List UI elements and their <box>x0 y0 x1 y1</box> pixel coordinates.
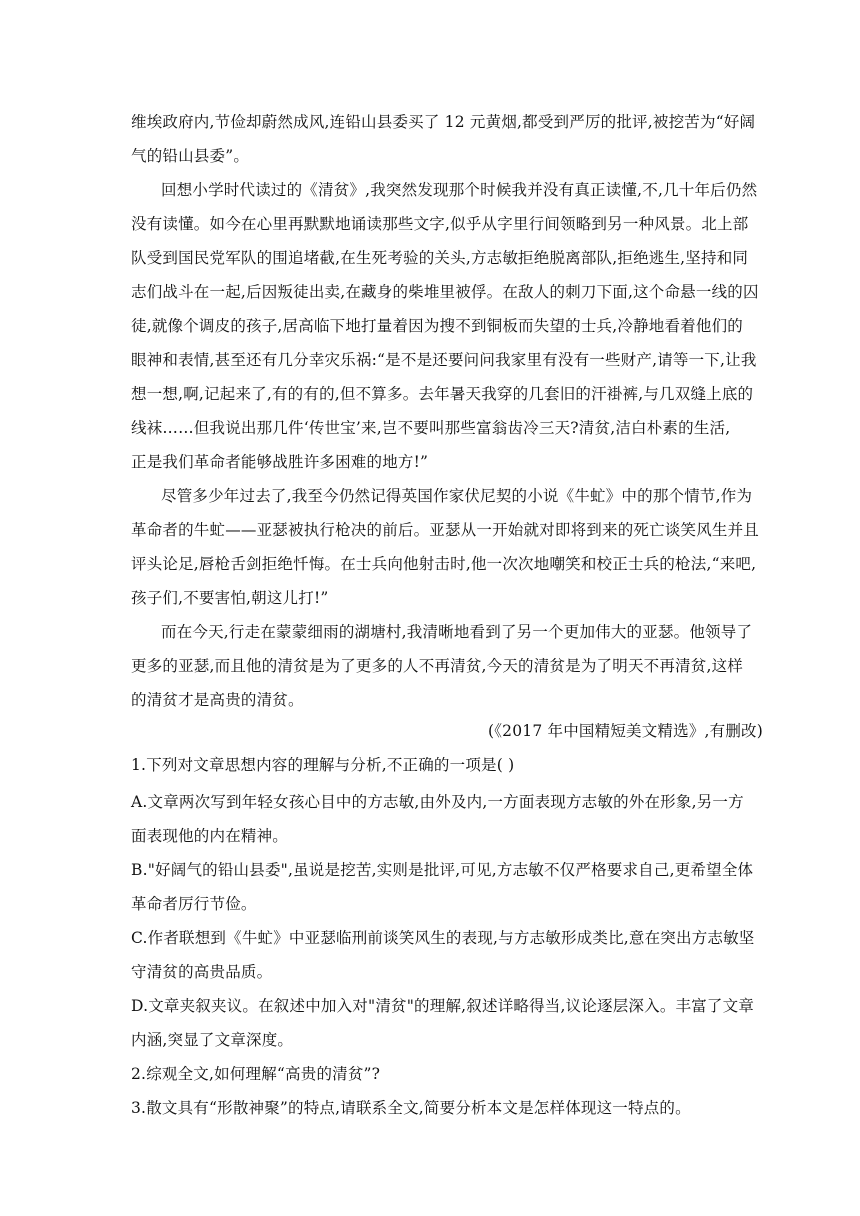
paragraph-1-line-2: 气的铅山县委”。 <box>131 147 250 165</box>
paragraph-2-line-9: 正是我们革命者能够战胜许多困难的地方!” <box>131 453 429 471</box>
paragraph-4-line-3: 的清贫才是高贵的清贫。 <box>131 691 304 709</box>
paragraph-2-line-3: 队受到国民党军队的围追堵截,在生死考验的关头,方志敏拒绝脱离部队,拒绝逃生,坚持和同 <box>131 249 749 267</box>
paragraph-3-line-2: 革命者的牛虻——亚瑟被执行枪决的前后。亚瑟从一开始就对即将到来的死亡谈笑风生并且 <box>131 521 760 539</box>
paragraph-1-line-1: 维埃政府内,节俭却蔚然成风,连铅山县委买了 12 元黄烟,都受到严厉的批评,被挖苦为“好阔 <box>131 113 756 131</box>
paragraph-2-line-2: 没有读懂。如今在心里再默默地诵读那些文字,似乎从字里行间领略到另一种风景。北上部 <box>131 215 749 233</box>
question-1-option-a-line-1: A.文章两次写到年轻女孩心目中的方志敏,由外及内,一方面表现方志敏的外在形象,另一方 <box>131 793 744 811</box>
paragraph-3-line-1: 尽管多少年过去了,我至今仍然记得英国作家伏尼契的小说《牛虻》中的那个情节,作为 <box>161 487 753 505</box>
paragraph-2-line-4: 志们战斗在一起,后因叛徒出卖,在藏身的柴堆里被俘。在敌人的刺刀下面,这个命悬一线的囚 <box>131 283 759 301</box>
question-1-option-c-line-1: C.作者联想到《牛虻》中亚瑟临刑前谈笑风生的表现,与方志敏形成类比,意在突出方志敏坚 <box>131 929 755 947</box>
question-1-option-d-line-2: 内涵,突显了文章深度。 <box>131 1031 294 1049</box>
paragraph-2-line-6: 眼神和表情,甚至还有几分幸灾乐祸:“是不是还要问问我家里有没有一些财产,请等一下,让我 <box>131 351 757 369</box>
question-2: 2.综观全文,如何理解“高贵的清贫”? <box>131 1065 381 1083</box>
paragraph-4-line-1: 而在今天,行走在蒙蒙细雨的湖塘村,我清晰地看到了另一个更加伟大的亚瑟。他领导了 <box>161 623 753 641</box>
question-1-option-a-line-2: 面表现他的内在精神。 <box>131 827 289 845</box>
question-1-option-c-line-2: 守清贫的高贵品质。 <box>131 963 273 981</box>
paragraph-3-line-3: 评头论足,唇枪舌剑拒绝忏悔。在士兵向他射击时,他一次次地嘲笑和校正士兵的枪法,“来吧, <box>131 555 757 573</box>
article-source: (《2017 年中国精短美文精选》,有删改) <box>487 722 763 740</box>
question-1-option-b-line-1: B."好阔气的铅山县委",虽说是挖苦,实则是批评,可见,方志敏不仅严格要求自己,更希望全体 <box>131 861 754 879</box>
question-3: 3.散文具有“形散神聚”的特点,请联系全文,简要分析本文是怎样体现这一特点的。 <box>131 1099 691 1117</box>
paragraph-2-line-5: 徒,就像个调皮的孩子,居高临下地打量着因为搜不到铜板而失望的士兵,冷静地看着他们的 <box>131 317 743 335</box>
paragraph-4-line-2: 更多的亚瑟,而且他的清贫是为了更多的人不再清贫,今天的清贫是为了明天不再清贫,这样 <box>131 657 743 675</box>
paragraph-2-line-7: 想一想,啊,记起来了,有的有的,但不算多。去年暑天我穿的几套旧的汗褂裤,与几双缝上底的 <box>131 385 754 403</box>
question-1-option-b-line-2: 革命者厉行节俭。 <box>131 895 257 913</box>
paragraph-3-line-4: 孩子们,不要害怕,朝这儿打!” <box>131 589 329 607</box>
paragraph-2-line-1: 回想小学时代读过的《清贫》,我突然发现那个时候我并没有真正读懂,不,几十年后仍然 <box>161 181 758 199</box>
paragraph-2-line-8: 线袜……但我说出那几件‘传世宝’来,岂不要叫那些富翁齿冷三天?清贫,洁白朴素的生活, <box>131 419 731 437</box>
question-1-option-d-line-1: D.文章夹叙夹议。在叙述中加入对"清贫"的理解,叙述详略得当,议论逐层深入。丰富了文章 <box>131 997 755 1015</box>
question-1-stem: 1.下列对文章思想内容的理解与分析,不正确的一项是( ) <box>131 756 515 774</box>
